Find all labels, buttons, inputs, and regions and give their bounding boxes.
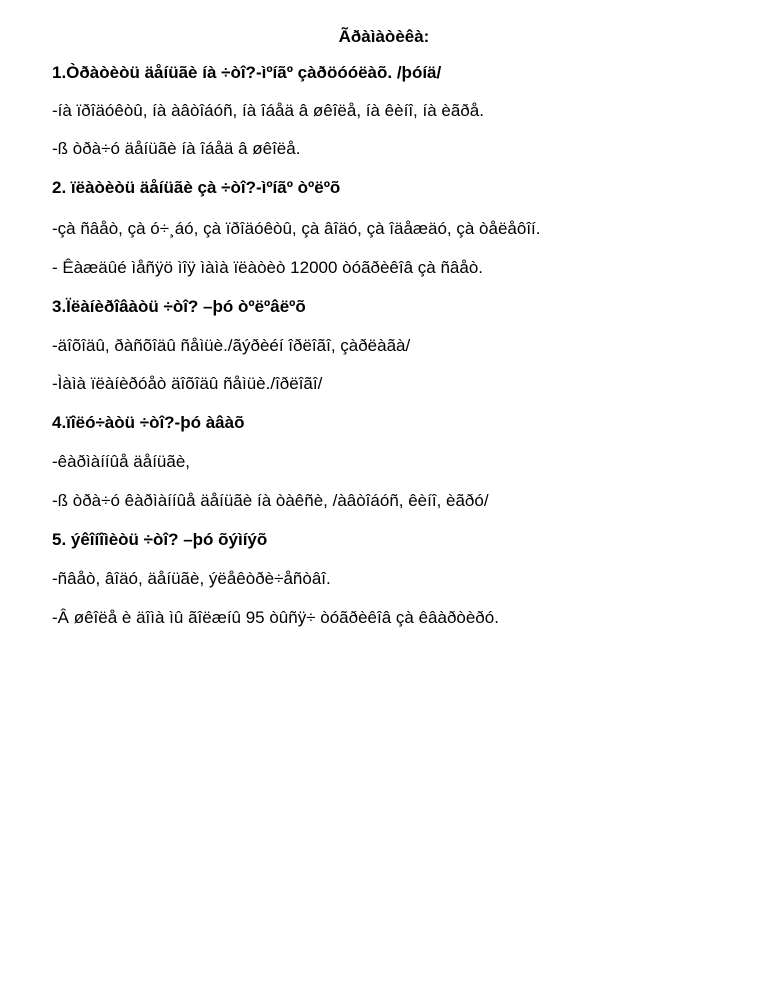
section-heading-5: 5. ýêîíîìèòü ÷òî? –þó õýìíýõ xyxy=(52,530,268,549)
document-title: Ãðàìàòèêà: xyxy=(338,27,430,46)
example-line-3a: -äîõîäû, ðàñõîäû ñåìüè./ãýðèéí îðëîãî, çàðëàãà/ xyxy=(52,336,411,355)
section-heading-2: 2. ïëàòèòü äåíüãè çà ÷òî?-ìºíãº òºëºõ xyxy=(52,178,341,197)
example-line-5b: -Â øêîëå è äîìà ìû ãîëæíû 95 òûñÿ÷ òóãðèêîâ çà êâàðòèðó. xyxy=(52,608,499,627)
example-line-2a: -çà ñâåò, çà ó÷¸áó, çà ïðîäóêòû, çà âîäó, çà îäåæäó, çà òåëåôîí. xyxy=(52,219,541,238)
example-line-5a: -ñâåò, âîäó, äåíüãè, ýëåêòðè÷åñòâî. xyxy=(52,569,331,588)
example-line-2b: - Êàæäûé ìåñÿö ìîÿ ìàìà ïëàòèò 12000 òóãðèêîâ çà ñâåò. xyxy=(52,258,484,277)
example-line-4b: -ß òðà÷ó êàðìàííûå äåíüãè íà òàêñè, /àâòîáóñ, êèíî, èãðó/ xyxy=(52,491,489,510)
section-heading-3: 3.Ïëàíèðîâàòü ÷òî? –þó òºëºâëºõ xyxy=(52,297,306,316)
section-heading-4: 4.ïîëó÷àòü ÷òî?-þó àâàõ xyxy=(52,413,245,432)
section-heading-1: 1.Òðàòèòü äåíüãè íà ÷òî?-ìºíãº çàðöóóëàõ. /þóíä/ xyxy=(52,63,442,82)
example-line-3b: -Ìàìà ïëàíèðóåò äîõîäû ñåìüè./îðëîãî/ xyxy=(52,374,323,393)
example-line-1a: -íà ïðîäóêòû, íà àâòîáóñ, íà îáåä â øêîëå, íà êèíî, íà èãðå. xyxy=(52,101,484,120)
example-line-4a: -êàðìàííûå äåíüãè, xyxy=(52,452,191,471)
example-line-1b: -ß òðà÷ó äåíüãè íà îáåä â øêîëå. xyxy=(52,139,301,158)
